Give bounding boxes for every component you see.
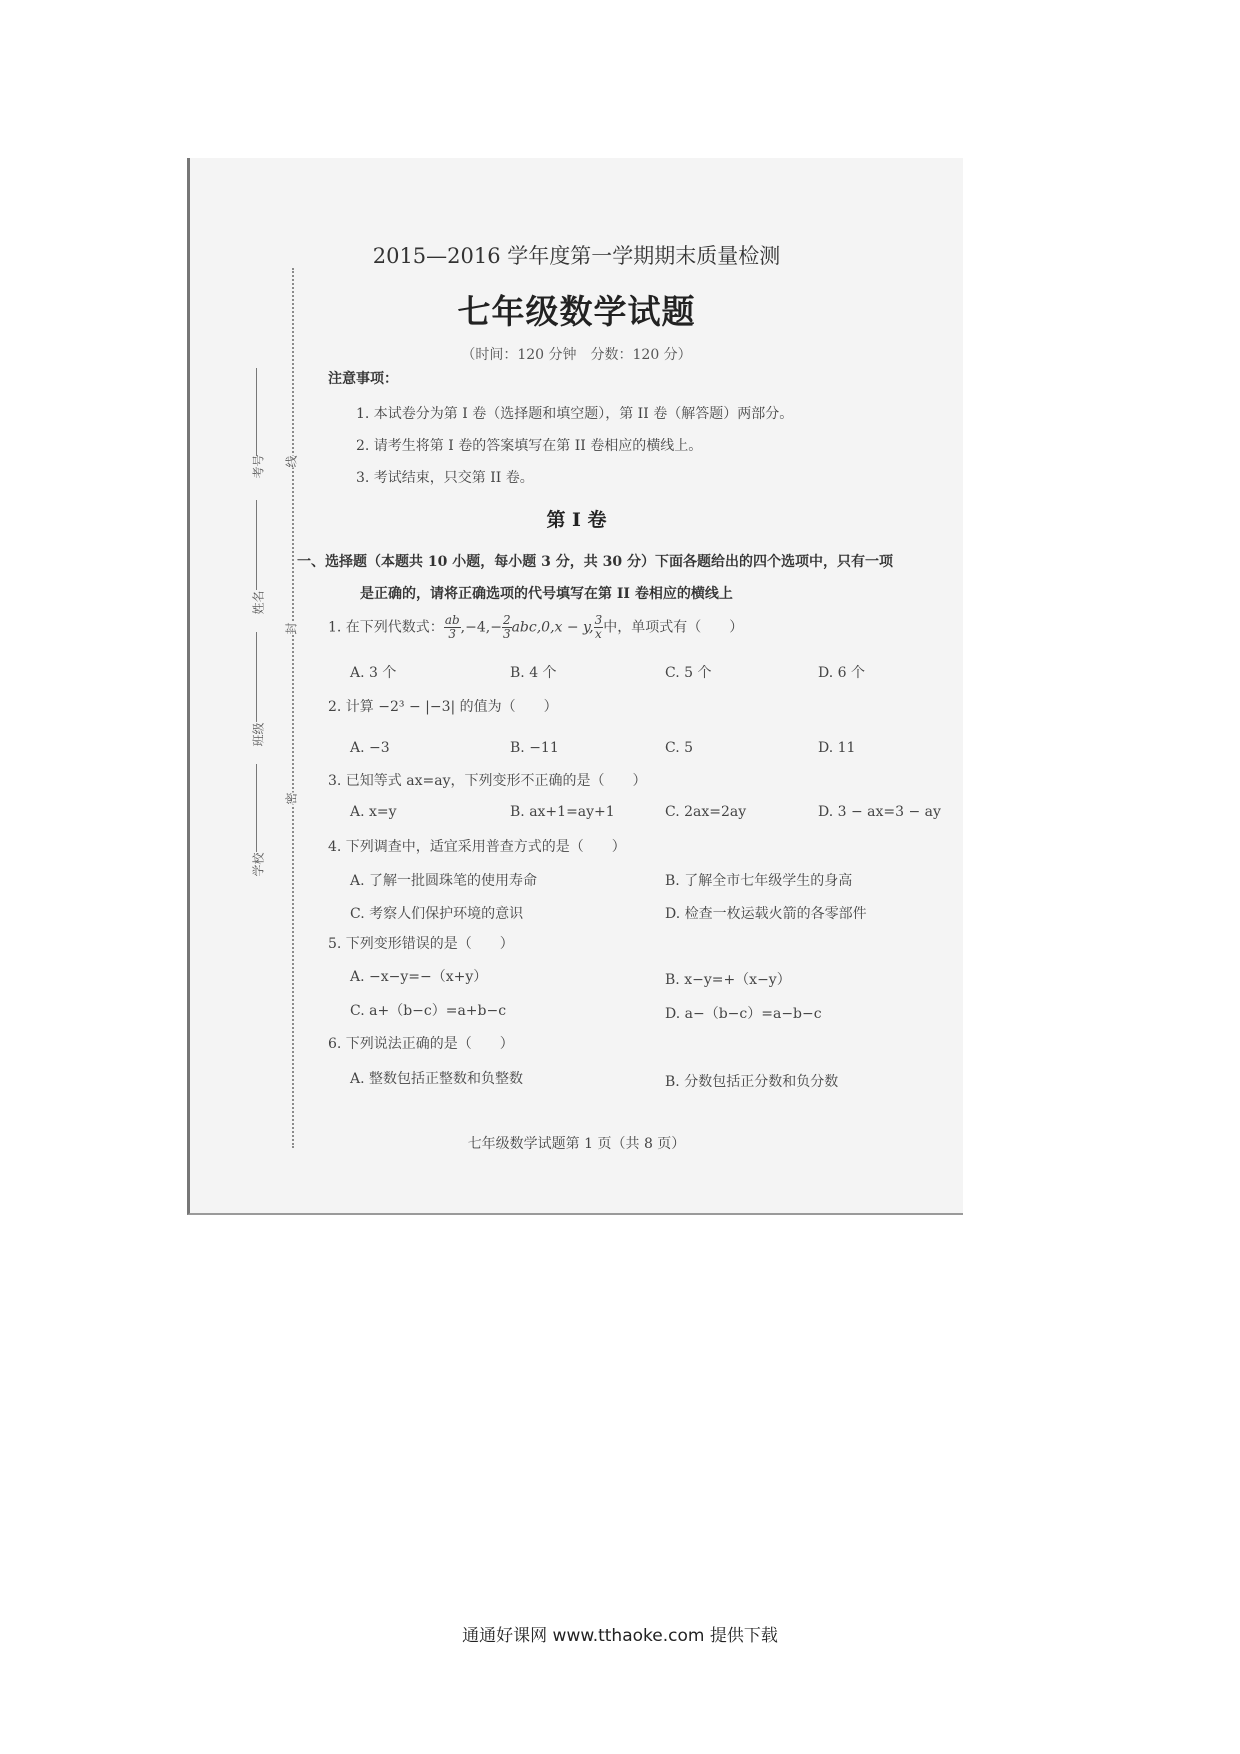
exam-title: 七年级数学试题 — [457, 292, 696, 331]
q2-option-c: C. 5 — [665, 740, 694, 756]
q6-option-a: A. 整数包括正整数和负整数 — [350, 1071, 524, 1087]
q1-mid2: abc,0,x − y, — [511, 619, 594, 636]
fraction-ab-3 — [444, 614, 461, 641]
question-6: 6. 下列说法正确的是（ ） — [328, 1036, 514, 1052]
q1-option-b: B. 4 个 — [510, 665, 557, 681]
page-number-footer: 七年级数学试题第 1 页（共 8 页） — [467, 1136, 686, 1152]
question-4: 4. 下列调查中，适宜采用普查方式的是（ ） — [328, 839, 626, 855]
f2-numerator: 2 — [502, 613, 511, 627]
q2-option-a: A. −3 — [350, 740, 390, 756]
f1-denominator: 3 — [448, 627, 457, 641]
note-item: 3. 考试结束，只交第 II 卷。 — [356, 470, 534, 486]
fraction-2-3 — [502, 614, 512, 641]
q4-option-c: C. 考察人们保护环境的意识 — [350, 906, 524, 922]
binding-char-mi: 密 — [284, 792, 299, 805]
xingming-label: 姓名 — [251, 590, 266, 615]
notes-heading: 注意事项： — [328, 371, 398, 387]
time-score-info: （时间：120 分钟 分数：120 分） — [461, 347, 692, 363]
banji-blank-line — [256, 632, 257, 722]
question-5: 5. 下列变形错误的是（ ） — [328, 936, 514, 952]
banji-label: 班级 — [251, 722, 266, 747]
question-3: 3. 已知等式 ax=ay，下列变形不正确的是（ ） — [328, 773, 647, 789]
q1-option-d: D. 6 个 — [818, 665, 865, 681]
section-heading-line1: 一、选择题（本题共 10 小题，每小题 3 分，共 30 分）下面各题给出的四个选项中，只有一项 — [297, 554, 893, 570]
binding-char-xian: 线 — [284, 455, 299, 468]
fraction-3-x — [594, 614, 604, 641]
note-item: 2. 请考生将第 I 卷的答案填写在第 II 卷相应的横线上。 — [356, 438, 703, 454]
q4-option-b: B. 了解全市七年级学生的身高 — [665, 873, 853, 889]
q2-option-d: D. 11 — [818, 740, 856, 756]
f2-denominator: 3 — [502, 627, 511, 641]
q2-option-b: B. −11 — [510, 740, 559, 756]
q5-option-c: C. a+（b−c）=a+b−c — [350, 1003, 507, 1019]
q4-option-a: A. 了解一批圆珠笔的使用寿命 — [350, 873, 538, 889]
semester-title: 2015—2016 学年度第一学期期末质量检测 — [372, 244, 781, 268]
q5-option-d: D. a−（b−c）=a−b−c — [665, 1006, 822, 1022]
f1-numerator: ab — [444, 613, 460, 627]
xuexiao-label: 学校 — [251, 852, 266, 877]
q3-option-c: C. 2ax=2ay — [665, 804, 747, 820]
q6-option-b: B. 分数包括正分数和负分数 — [665, 1074, 839, 1090]
f3-denominator: x — [594, 627, 602, 641]
q1-option-c: C. 5 个 — [665, 665, 712, 681]
note-item: 1. 本试卷分为第 I 卷（选择题和填空题），第 II 卷（解答题）两部分。 — [356, 406, 794, 422]
xuexiao-blank-line — [256, 764, 257, 852]
q1-option-a: A. 3 个 — [350, 665, 397, 681]
q1-prefix: 1. 在下列代数式： — [328, 619, 444, 636]
binding-dotted-line — [292, 268, 294, 1148]
kaohao-label: 考号 — [251, 454, 266, 479]
f3-numerator: 3 — [594, 613, 603, 627]
q1-mid: ,−4,− — [460, 619, 502, 636]
q3-option-a: A. x=y — [350, 804, 397, 820]
kaohao-blank-line — [256, 368, 257, 456]
site-footer: 通通好课网 www.tthaoke.com 提供下载 — [462, 1626, 778, 1646]
q5-option-b: B. x−y=+（x−y） — [665, 972, 791, 988]
section-heading-line2: 是正确的，请将正确选项的代号填写在第 II 卷相应的横线上 — [360, 586, 733, 602]
q4-option-d: D. 检查一枚运载火箭的各零部件 — [665, 906, 867, 922]
q3-option-d: D. 3 − ax=3 − ay — [818, 804, 941, 820]
volume-title: 第 I 卷 — [546, 509, 607, 531]
scanned-exam-page — [187, 158, 963, 1215]
question-1 — [328, 614, 743, 641]
binding-char-feng: 封 — [284, 622, 299, 635]
q1-suffix: 中，单项式有（ ） — [603, 619, 744, 636]
q5-option-a: A. −x−y=−（x+y） — [350, 969, 488, 985]
q3-option-b: B. ax+1=ay+1 — [510, 804, 615, 820]
question-2: 2. 计算 −2³ − |−3| 的值为（ ） — [328, 699, 558, 715]
